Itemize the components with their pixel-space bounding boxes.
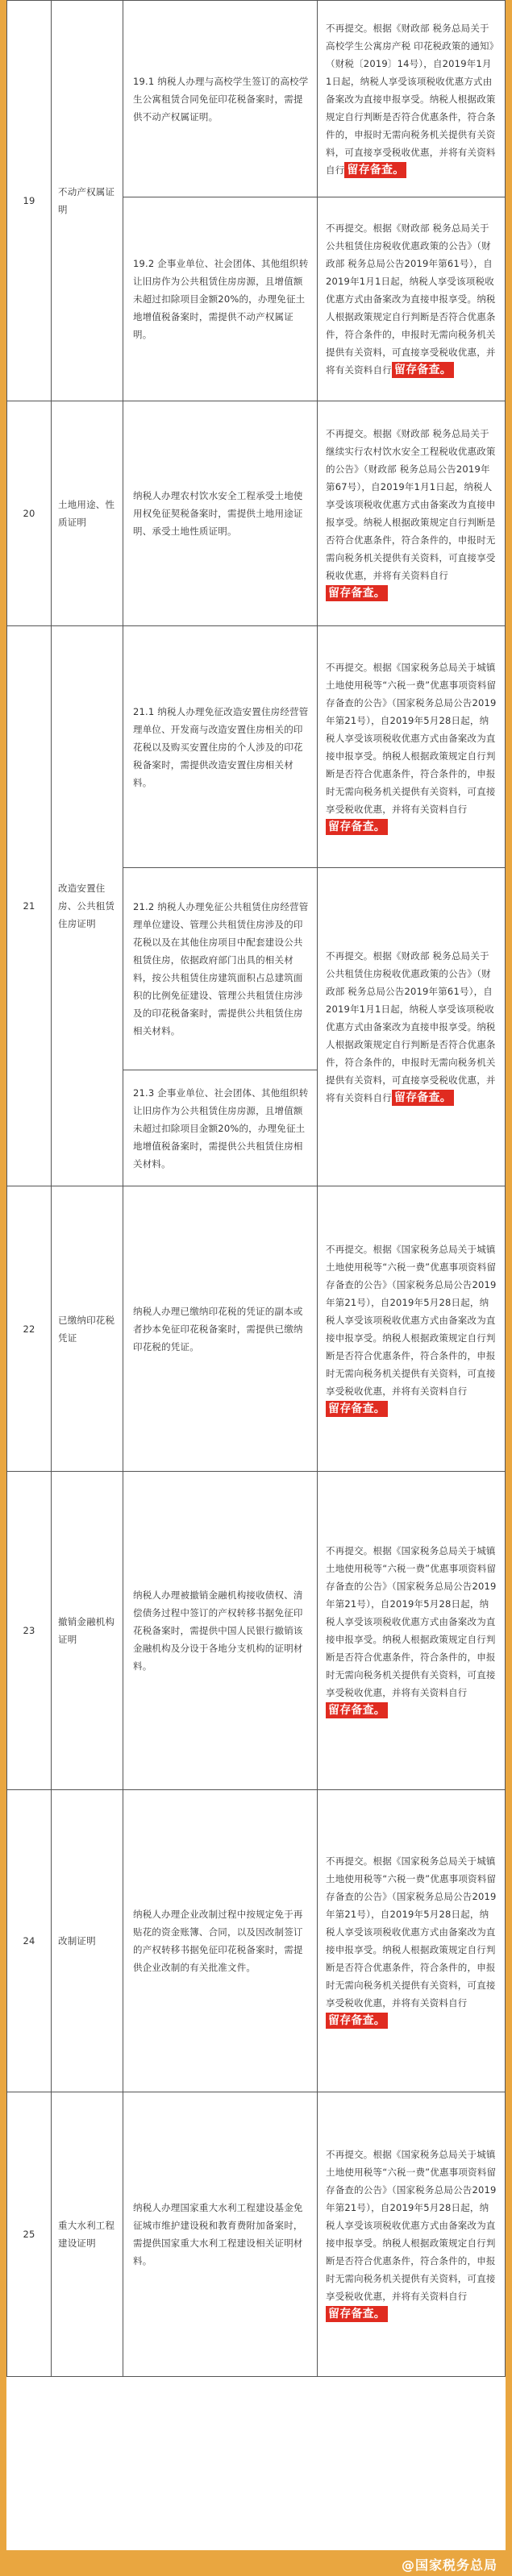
archive-highlight: 留存备查。: [326, 1702, 388, 1718]
policy-text: 不再提交。根据《财政部 税务总局关于继续实行农村饮水安全工程税收优惠政策的公告》（财政部 税务总局公告2019年第67号），自2019年1月1日起，纳税人享受该项税收优惠方式由备案改为直接申报享受。纳税人根据政策规定自行判断是否符合优惠条件，符合条件的，申报时无需向税务机关提供有关资料，可直接享受税收优惠，并将有关资料自行: [326, 428, 496, 581]
archive-highlight: 留存备查。: [344, 162, 406, 178]
row-number: 21: [7, 626, 52, 1186]
row-category: 土地用途、性质证明: [52, 401, 123, 626]
row-number: 24: [7, 1790, 52, 2092]
table-row: [7, 1186, 506, 1472]
tax-materials-table: [6, 0, 506, 2377]
policy-text: 不再提交。根据《财政部 税务总局关于公共租赁住房税收优惠政策的公告》（财政部 税务总局公告2019年第61号），自2019年1月1日起，纳税人享受该项税收优惠方式由备案改为直接申报享受。纳税人根据政策规定自行判断是否符合优惠条件，符合条件的，申报时无需向税务机关提供有关资料，可直接享受税收优惠，并将有关资料自行: [326, 222, 496, 376]
condition-cell: 纳税人办理农村饮水安全工程承受土地使用权免征契税备案时，需提供土地用途证明、承受土地性质证明。: [123, 401, 318, 626]
row-category: 改制证明: [52, 1790, 123, 2092]
row-category: 不动产权属证明: [52, 1, 123, 401]
policy-cell: [318, 401, 506, 626]
table-row: [7, 626, 506, 868]
archive-highlight: 留存备查。: [326, 2306, 388, 2322]
row-number: 25: [7, 2092, 52, 2377]
policy-cell: [318, 868, 506, 1186]
archive-highlight: 留存备查。: [326, 819, 388, 835]
policy-text: 不再提交。根据《国家税务总局关于城镇土地使用税等“六税一费”优惠事项资料留存备查的公告》（国家税务总局公告2019年第21号），自2019年5月28日起，纳税人享受该项税收优惠方式由备案改为直接申报享受。纳税人根据政策规定自行判断是否符合优惠条件，符合条件的，申报时无需向税务机关提供有关资料，可直接享受税收优惠，并将有关资料自行: [326, 1243, 497, 1397]
archive-highlight: 留存备查。: [392, 1090, 454, 1106]
policy-cell: [318, 1472, 506, 1790]
row-number: 20: [7, 401, 52, 626]
archive-highlight: 留存备查。: [326, 585, 388, 601]
policy-text: 不再提交。根据《财政部 税务总局关于高校学生公寓房产税 印花税政策的通知》（财税〔2019〕14号），自2019年1月1日起，纳税人享受该项税收优惠方式由备案改为直接申报享受。纳税人根据政策规定自行判断是否符合优惠条件，符合条件的，申报时无需向税务机关提供有关资料，可直接享受税收优惠，并将有关资料自行: [326, 22, 496, 176]
table-row: [7, 2092, 506, 2377]
table-row: [7, 1790, 506, 2092]
archive-highlight: 留存备查。: [326, 2013, 388, 2029]
condition-cell: 19.1 纳税人办理与高校学生签订的高校学生公寓租赁合同免征印花税备案时，需提供不动产权属证明。: [123, 1, 318, 197]
row-number: 19: [7, 1, 52, 401]
condition-cell: 21.3 企事业单位、社会团体、其他组织转让旧房作为公共租赁住房房源，且增值额未超过扣除项目金额20%的，办理免征土地增值税备案时，需提供公共租赁住房相关材料。: [123, 1070, 318, 1186]
row-category: 撤销金融机构证明: [52, 1472, 123, 1790]
document-page: [6, 0, 506, 2550]
row-number: 22: [7, 1186, 52, 1472]
condition-cell: 纳税人办理企业改制过程中按规定免于再贴花的资金账簿、合同，以及因改制签订的产权转移书据免征印花税备案时，需提供企业改制的有关批准文件。: [123, 1790, 318, 2092]
row-number: 23: [7, 1472, 52, 1790]
row-category: 改造安置住房、公共租赁住房证明: [52, 626, 123, 1186]
condition-cell: 21.2 纳税人办理免征公共租赁住房经营管理单位建设、管理公共租赁住房涉及的印花税以及在其他住房项目中配套建设公共租赁住房，依据政府部门出具的相关材料，按公共租赁住房建筑面积占总建筑面积的比例免征建设、管理公共租赁住房涉及的印花税备案时，需提供公共租赁住房相关材料。: [123, 868, 318, 1070]
row-category: 重大水利工程建设证明: [52, 2092, 123, 2377]
archive-highlight: 留存备查。: [392, 362, 454, 378]
footer-bar: [0, 2550, 512, 2576]
brand-watermark: @国家税务总局: [401, 2557, 497, 2573]
condition-cell: 19.2 企事业单位、社会团体、其他组织转让旧房作为公共租赁住房房源，且增值额未超过扣除项目金额20%的，办理免征土地增值税备案时，需提供不动产权属证明。: [123, 197, 318, 401]
condition-cell: 纳税人办理被撤销金融机构接收债权、清偿债务过程中签订的产权转移书据免征印花税备案时，需提供中国人民银行撤销该金融机构及分设于各地分支机构的证明材料。: [123, 1472, 318, 1790]
table-row: [7, 1472, 506, 1790]
policy-cell: [318, 1790, 506, 2092]
row-category: 已缴纳印花税凭证: [52, 1186, 123, 1472]
policy-cell: [318, 1, 506, 197]
policy-text: 不再提交。根据《国家税务总局关于城镇土地使用税等“六税一费”优惠事项资料留存备查的公告》（国家税务总局公告2019年第21号），自2019年5月28日起，纳税人享受该项税收优惠方式由备案改为直接申报享受。纳税人根据政策规定自行判断是否符合优惠条件，符合条件的，申报时无需向税务机关提供有关资料，可直接享受税收优惠，并将有关资料自行: [326, 661, 497, 815]
condition-cell: 纳税人办理已缴纳印花税的凭证的副本或者抄本免征印花税备案时，需提供已缴纳印花税的凭证。: [123, 1186, 318, 1472]
policy-text: 不再提交。根据《国家税务总局关于城镇土地使用税等“六税一费”优惠事项资料留存备查的公告》（国家税务总局公告2019年第21号），自2019年5月28日起，纳税人享受该项税收优惠方式由备案改为直接申报享受。纳税人根据政策规定自行判断是否符合优惠条件，符合条件的，申报时无需向税务机关提供有关资料，可直接享受税收优惠，并将有关资料自行: [326, 1545, 497, 1698]
policy-text: 不再提交。根据《国家税务总局关于城镇土地使用税等“六税一费”优惠事项资料留存备查的公告》（国家税务总局公告2019年第21号），自2019年5月28日起，纳税人享受该项税收优惠方式由备案改为直接申报享受。纳税人根据政策规定自行判断是否符合优惠条件，符合条件的，申报时无需向税务机关提供有关资料，可直接享受税收优惠，并将有关资料自行: [326, 2149, 497, 2302]
policy-cell: [318, 1186, 506, 1472]
archive-highlight: 留存备查。: [326, 1401, 388, 1417]
policy-cell: [318, 197, 506, 401]
policy-text: 不再提交。根据《国家税务总局关于城镇土地使用税等“六税一费”优惠事项资料留存备查的公告》（国家税务总局公告2019年第21号），自2019年5月28日起，纳税人享受该项税收优惠方式由备案改为直接申报享受。纳税人根据政策规定自行判断是否符合优惠条件，符合条件的，申报时无需向税务机关提供有关资料，可直接享受税收优惠，并将有关资料自行: [326, 1855, 497, 2009]
condition-cell: 21.1 纳税人办理免征改造安置住房经营管理单位、开发商与改造安置住房相关的印花税以及购买安置住房的个人涉及的印花税备案时，需提供改造安置住房相关材料。: [123, 626, 318, 868]
table-row: [7, 401, 506, 626]
policy-cell: [318, 2092, 506, 2377]
condition-cell: 纳税人办理国家重大水利工程建设基金免征城市维护建设税和教育费附加备案时，需提供国家重大水利工程建设相关证明材料。: [123, 2092, 318, 2377]
table-row: [7, 1, 506, 197]
policy-text: 不再提交。根据《财政部 税务总局关于公共租赁住房税收优惠政策的公告》（财政部 税务总局公告2019年第61号），自2019年1月1日起，纳税人享受该项税收优惠方式由备案改为直接申报享受。纳税人根据政策规定自行判断是否符合优惠条件，符合条件的，申报时无需向税务机关提供有关资料，可直接享受税收优惠，并将有关资料自行: [326, 950, 496, 1103]
policy-cell: [318, 626, 506, 868]
